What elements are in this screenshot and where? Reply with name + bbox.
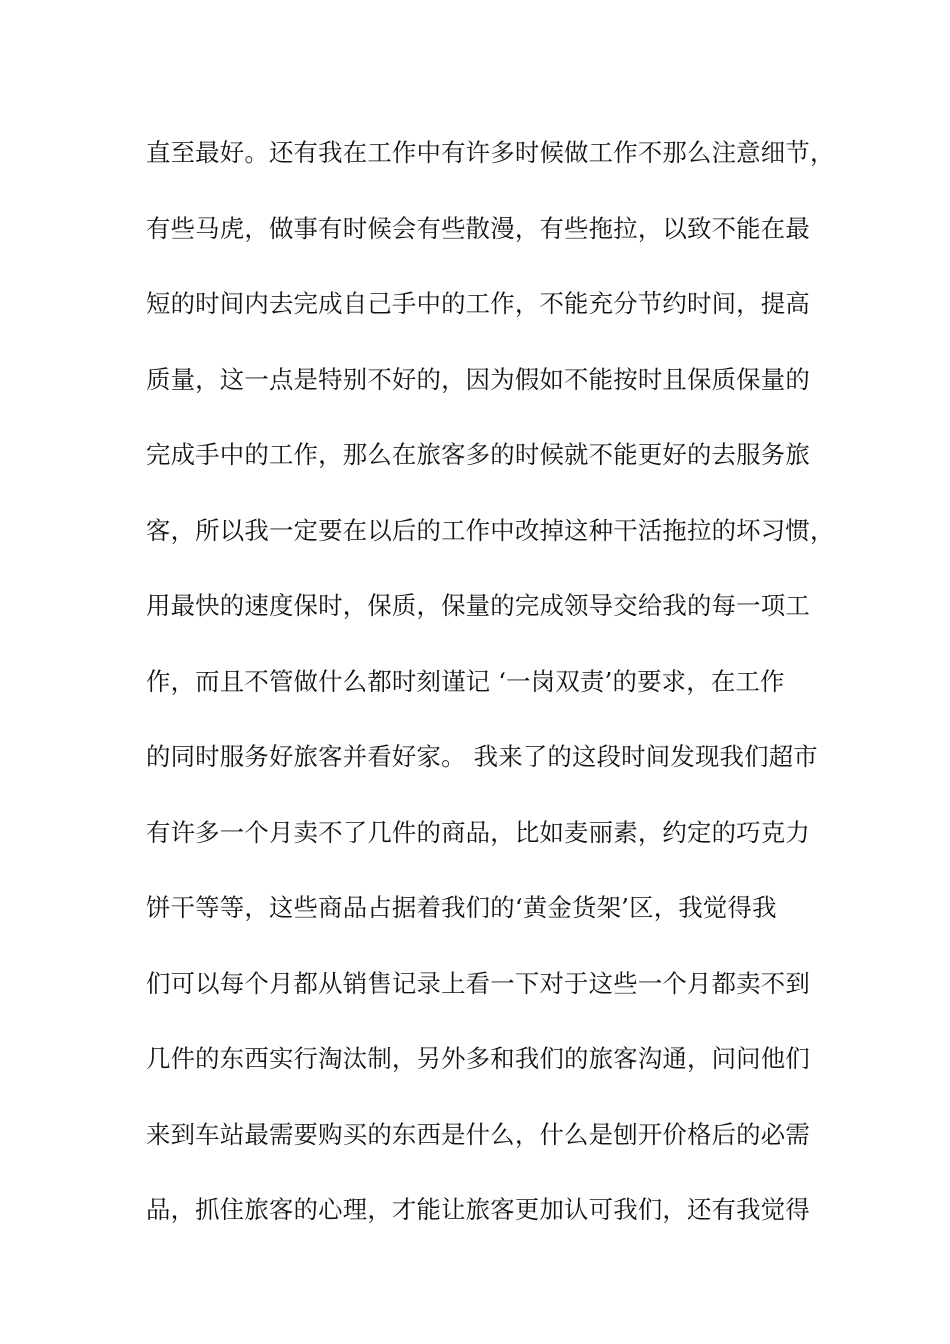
text-line: 来到车站最需要购买的东西是什么，什么是刨开价格后的必需 — [146, 1119, 810, 1149]
text-line: 质量，这一点是特别不好的，因为假如不能按时且保质保量的 — [146, 364, 810, 394]
text-line: 直至最好。还有我在工作中有许多时候做工作不那么注意细节， — [146, 138, 835, 167]
body-text — [146, 128, 835, 1261]
text-line: 短的时间内去完成自己手中的工作，不能充分节约时间，提高 — [146, 289, 810, 318]
text-line: 几件的东西实行淘汰制，另外多和我们的旅客沟通，问问他们 — [146, 1044, 810, 1073]
text-line: 饼干等等，这些商品占据着我们的‘黄金货架’区，我觉得我 — [146, 893, 777, 922]
text-line: 有许多一个月卖不了几件的商品，比如麦丽素，约定的巧克力 — [146, 817, 810, 847]
text-line: 作，而且不管做什么都时刻谨记 ‘一岗双责’的要求，在工作 — [146, 666, 785, 696]
text-line: 们可以每个月都从销售记录上看一下对于这些一个月都卖不到 — [146, 968, 810, 998]
text-line: 完成手中的工作，那么在旅客多的时候就不能更好的去服务旅 — [146, 440, 810, 469]
text-line: 用最快的速度保时，保质，保量的完成领导交给我的每一项工 — [146, 591, 810, 620]
text-line: 有些马虎，做事有时候会有些散漫，有些拖拉，以致不能在最 — [146, 213, 810, 243]
text-line: 的同时服务好旅客并看好家。 我来了的这段时间发现我们超市 — [146, 742, 818, 771]
text-line: 客，所以我一定要在以后的工作中改掉这种干活拖拉的坏习惯， — [146, 515, 835, 545]
text-line: 品，抓住旅客的心理，才能让旅客更加认可我们，还有我觉得 — [146, 1195, 810, 1224]
